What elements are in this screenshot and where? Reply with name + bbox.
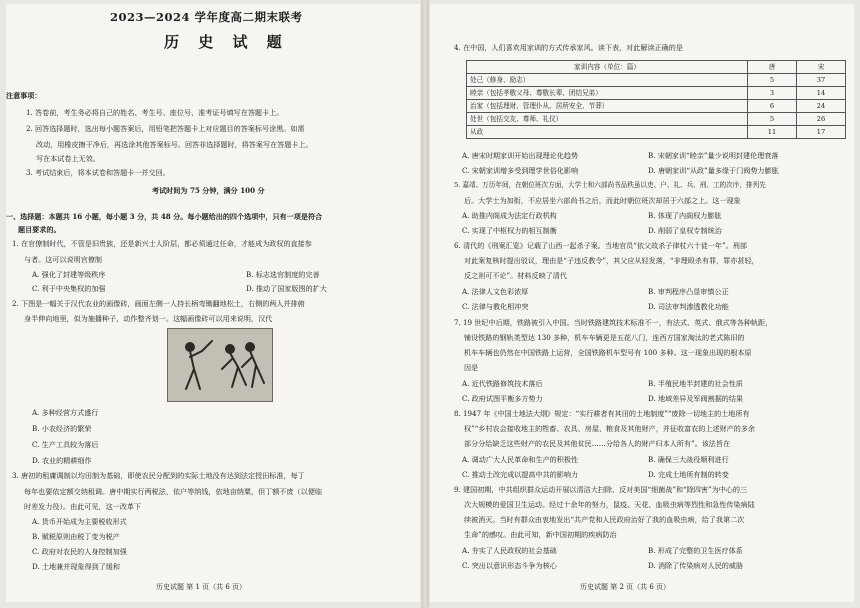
table-row [467,74,846,87]
question-4-option: A. 唐宋时期家训开始出现理论化趋势 [462,151,579,160]
question-1-option: B. 标志选官制度的完善 [246,270,320,279]
exam-subtitle: 历 史 试 题 [164,33,289,51]
question-2-text: 2. 下图是一幅关于汉代农业的画像砖，画面左侧一人持长柄弯锄翻地松土，右侧的两人并排俯 [12,299,305,308]
notice-line: 2. 回答选择题时，选出每小题答案后，用铅笔把答题卡上对应题目的答案标号涂黑。如需 [26,124,305,133]
table-cell: 从政 [467,126,748,139]
notice-line: 写在本试卷上无效。 [36,154,100,163]
table-cell: 睦亲（包括孝敬父母、尊敬长辈、团结兄弟） [467,87,748,100]
question-7-text: 机车车辆也仍然在中国铁路上运营，全国铁路机车型号有 100 多种。这一现象出现的根本原 [464,348,752,357]
left-page [6,4,420,602]
question-7-option: A. 近代铁路修筑技术落后 [462,379,543,388]
question-7-text: 7. 19 世纪中后期，铁路被引入中国。当时铁路建筑技术标准不一，有法式、英式、俄式等各种轨距， [454,318,773,327]
question-4-option: D. 唐朝家训“从政”量多缘于门阀势力膨胀 [648,166,779,175]
question-2-option: B. 小农经济的繁荣 [32,424,92,433]
question-2-option: C. 生产工具较为落后 [32,440,99,449]
question-7-text: 因是 [464,363,479,372]
question-8-option: C. 推动土改完成以提高中共的影响力 [462,470,579,479]
question-9-text: 次大规模的爱国卫生运动。经过十余年的努力，鼠疫、天花、血吸虫病等烈性和急性传染病陆 [464,500,755,509]
notice-line: 3. 考试结束后，将本试卷和答题卡一并交回。 [26,168,170,177]
notice-line: 1. 答卷前，考生务必将自己的姓名、考生号、座位号、准考证号填写在答题卡上。 [26,108,284,117]
question-1-text: 与者。这可以说明官僚制 [24,255,103,264]
table-header-cell: 宋 [797,61,846,74]
question-2-option: D. 农业的精耕细作 [32,456,92,465]
question-1-text: 1. 在官僚制时代，不管是旧贵族，还是新兴士人阶层，都必须通过任命，才能成为政权的直接参 [12,239,312,248]
table-cell: 37 [797,74,846,87]
question-5-option: C. 实现了中枢权力的相互制衡 [462,226,557,235]
question-6-option: D. 司法审判渗透教化功能 [648,302,729,311]
question-8-option: A. 调动广大人民革命和生产的积极性 [462,455,579,464]
question-6-option: B. 审判程序凸显审慎公正 [648,287,729,296]
table-cell: 17 [797,126,846,139]
table-cell: 处己（修身、励志） [467,74,748,87]
question-8-text: 8. 1947 年《中国土地法大纲》规定：“实行耕者有其田的土地制度”“废除一切地主的土地所有 [454,409,750,418]
question-5-option: A. 助推内阁成为法定行政机构 [462,211,557,220]
question-5-text: 5. 嘉靖、万历年间，在朝位班次方面，大学士和六部尚书品秩虽以吏、户、礼、兵、刑、工的次序，排列先 [454,181,766,189]
family-precepts-table [466,60,846,139]
question-6-option: A. 法律人文色彩浓厚 [462,287,529,296]
notice-heading: 注意事项： [6,91,42,100]
table-header-row [467,61,846,74]
page-footer: 历史试题 第 2 页（共 6 页） [580,583,671,591]
question-9-option: D. 消除了传染病对人民的威胁 [648,561,744,570]
question-7-text: 铺设铁路的钢轨类型达 130 多种，机车车辆更是五花八门，连西方国家淘汰的老式陈旧的 [464,333,745,342]
table-row [467,126,846,139]
question-2-text: 身半伸向地里，似为施播种子，动作整齐划一。这幅画像砖可以用来说明，汉代 [24,314,273,323]
question-4-option: B. 宋朝家训“睦亲”量少说明封建伦理衰落 [648,151,779,160]
table-cell: 14 [797,87,846,100]
question-9-text: 生命”的感叹。由此可知，新中国初期的疾病防治 [464,530,617,539]
question-1-option: C. 利于中央集权的加强 [32,284,106,293]
question-9-option: C. 突出以意识形态斗争为核心 [462,561,557,570]
table-cell: 5 [748,113,797,126]
question-8-option: D. 完成土地所有制的转变 [648,470,729,479]
question-7-option: C. 政府试图平衡多方势力 [462,394,543,403]
question-3-text: 每年也要依定额交纳租调。唐中期实行两税法，依户等纳钱，依地亩纳粟，但丁额不废（以便临 [24,487,322,496]
question-4-text: 4. 在中国，人们喜欢用家训的方式传承家风。读下表，对此解读正确的是 [454,43,683,52]
page-gutter [421,0,429,608]
question-3-option: C. 政府对农民的人身控制加强 [32,547,127,556]
question-6-text: 对此案复核时提出驳议，理由是“子违反教令”，其父应从轻发落，“非理殴杀有罪，罪亦甚轻， [464,256,759,265]
question-8-option: B. 确保三大战役顺利进行 [648,455,729,464]
table-cell: 24 [797,100,846,113]
question-4-option: C. 宋朝家训增多受到理学世俗化影响 [462,166,579,175]
table-cell: 11 [748,126,797,139]
question-1-option: A. 强化了封建等级秩序 [32,270,106,279]
table-header-cell: 家训内容（单位：篇） [467,61,748,74]
question-5-option: D. 削弱了皇权专制统治 [648,226,722,235]
question-2-option: A. 多种经营方式盛行 [32,408,99,417]
question-9-option: A. 夯实了人民政权的社会基础 [462,546,557,555]
table-header-cell: 唐 [748,61,797,74]
question-8-text: 部分分给缺乏这些财产的农民及其他贫民……分给各人的财产归本人所有”。该法旨在 [464,439,731,448]
exam-time-line: 考试时间为 75 分钟，满分 100 分 [152,186,265,195]
table-row [467,87,846,100]
question-5-text: 后。大学士为加衔，不应居坐六部尚书之后，而此时朝位班次却居于六部之上。这一现象 [464,196,741,205]
question-1-option: D. 推动了国家版图的扩大 [246,284,327,293]
question-3-text: 3. 唐初的租庸调制以均田制为基础，即使农民分配到的实际土地没有达到法定授田标准，每丁 [12,471,305,480]
table-cell: 5 [748,74,797,87]
table-cell: 3 [748,87,797,100]
table-cell: 治家（包括理财、管理仆从、居所安全、节葬） [467,100,748,113]
question-9-option: B. 形成了完整的卫生医疗体系 [648,546,743,555]
question-3-option: A. 货币开始成为主要税收形式 [32,517,127,526]
table-cell: 处世（包括交友、尊师、礼仪） [467,113,748,126]
question-6-text: 6. 清代的《刑案汇览》记载了山西一起杀子案。当地官员“依父故杀子律杖六十徒一年”。刑部 [454,241,747,250]
question-7-option: B. 半殖民地半封建的社会性质 [648,379,743,388]
question-6-option: C. 法律与教化相冲突 [462,302,529,311]
question-3-text: 时差发力役）。由此可见，这一改革下 [24,502,142,511]
section-heading: 题目要求的。 [18,225,61,234]
notice-line: 改动，用橡皮擦干净后，再选涂其他答案标号。回答非选择题时，将答案写在答题卡上。 [36,140,313,149]
question-3-option: D. 土地兼并现象得到了缓和 [32,562,120,571]
question-9-text: 9. 建国初期，中共组织群众运动开展以清洁大扫除、反对美国“细菌战”和“除四害”为中心的三 [454,485,748,494]
table-cell: 6 [748,100,797,113]
table-row [467,113,846,126]
question-6-text: 反之则可不论”。材料反映了清代 [464,271,567,280]
section-heading: 一、选择题：本题共 16 小题，每小题 3 分，共 48 分。每小题给出的四个选项中，只有一项是符合 [6,212,323,221]
question-8-text: 权”“乡村农会接收地主的牲畜、农具、房屋、粮食及其他财产，并征收富农的上述财产的多余 [464,424,755,433]
question-7-option: D. 地域差异及军阀割据的结果 [648,394,744,403]
question-5-option: B. 体现了内阁权力膨胀 [648,211,722,220]
question-3-option: B. 赋税原则由税丁变为税产 [32,532,120,541]
page-footer: 历史试题 第 1 页（共 6 页） [156,583,247,591]
han-brick-relief-image [167,328,273,402]
exam-title: 2023—2024 学年度高二期末联考 [110,10,303,24]
table-row [467,100,846,113]
question-9-text: 续被消灭。当时有群众由衷地发出“共产党和人民政府治好了我的血吸虫病，给了我第二次 [464,515,745,524]
table-cell: 26 [797,113,846,126]
right-page [430,4,854,602]
